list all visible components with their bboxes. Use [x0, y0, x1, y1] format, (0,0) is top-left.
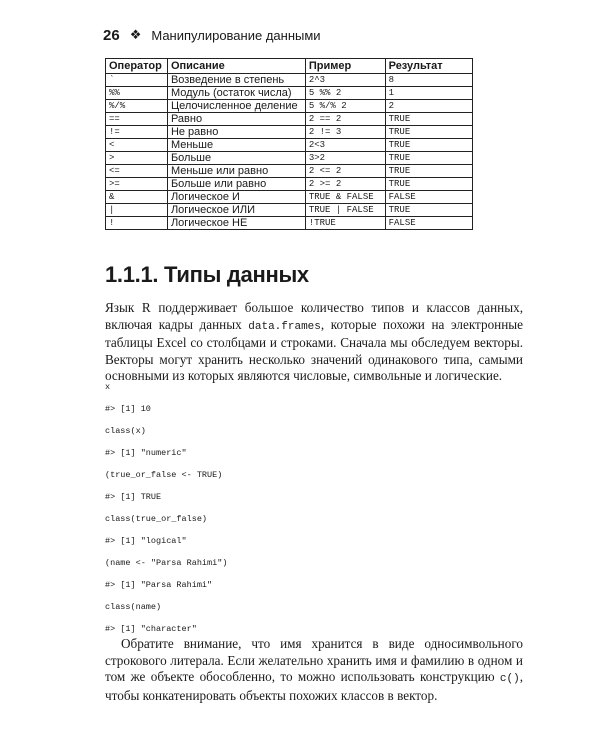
operator-cell: >= [106, 178, 168, 191]
example-cell: !TRUE [305, 217, 385, 230]
table-row [106, 217, 473, 230]
operator-cell: < [106, 139, 168, 152]
description-cell: Не равно [167, 126, 305, 139]
code-input-line: class(name) [105, 602, 162, 612]
example-cell: TRUE | FALSE [305, 204, 385, 217]
description-cell: Логическое НЕ [167, 217, 305, 230]
column-header: Оператор [106, 59, 168, 74]
operator-cell: & [106, 191, 168, 204]
code-input-line: x [105, 382, 111, 392]
description-cell: Меньше [167, 139, 305, 152]
paragraph-text: , которые похожи на электронные таблицы Excel со столбцами и строками. Сначала мы обследуем векторы. Векторы могут хранить несколько значений одинакового типа, самыми основными из которых являются числовые, символьные и логические. [105, 316, 523, 383]
column-header: Результат [385, 59, 472, 74]
result-cell: TRUE [385, 204, 472, 217]
operators-table [105, 58, 473, 230]
table-row [106, 139, 473, 152]
result-cell: TRUE [385, 165, 472, 178]
example-cell: TRUE & FALSE [305, 191, 385, 204]
code-output-line: #> [1] "Parsa Rahimi" [105, 580, 213, 590]
example-cell: 2 == 2 [305, 113, 385, 126]
example-cell: 5 %/% 2 [305, 100, 385, 113]
result-cell: 2 [385, 100, 472, 113]
example-cell: 5 %% 2 [305, 87, 385, 100]
code-output-line: #> [1] "logical" [105, 536, 187, 546]
code-input-line: class(x) [105, 426, 146, 436]
result-cell: FALSE [385, 191, 472, 204]
table-row [106, 100, 473, 113]
operator-cell: | [106, 204, 168, 217]
inline-code: c() [499, 673, 520, 685]
table-row [106, 178, 473, 191]
example-cell: 2<3 [305, 139, 385, 152]
operator-cell: != [106, 126, 168, 139]
operator-cell: <= [106, 165, 168, 178]
result-cell: TRUE [385, 113, 472, 126]
operator-cell: %% [106, 87, 168, 100]
table-row [106, 191, 473, 204]
chapter-title: Манипулирование данными [151, 27, 321, 43]
paragraph-text: Обратите внимание, что имя хранится в виде односимвольного строкового литерала. Если желательно хранить имя и фамилию в одном и том же объекте обособленно, то можно использовать конструкцию [105, 636, 523, 684]
column-header: Описание [167, 59, 305, 74]
description-cell: Больше [167, 152, 305, 165]
paragraph-note [105, 636, 523, 704]
description-cell: Целочисленное деление [167, 100, 305, 113]
code-input-line: (true_or_false <- TRUE) [105, 470, 223, 480]
table-row [106, 165, 473, 178]
result-cell: TRUE [385, 126, 472, 139]
example-cell: 2 >= 2 [305, 178, 385, 191]
result-cell: TRUE [385, 139, 472, 152]
inline-code: data.frames [248, 320, 321, 333]
table-row [106, 113, 473, 126]
description-cell: Логическое ИЛИ [167, 204, 305, 217]
operator-cell: > [106, 152, 168, 165]
example-cell: 2 <= 2 [305, 165, 385, 178]
example-cell: 2 != 3 [305, 126, 385, 139]
description-cell: Модуль (остаток числа) [167, 87, 305, 100]
operator-cell: %/% [106, 100, 168, 113]
description-cell: Равно [167, 113, 305, 126]
paragraph-intro [105, 300, 523, 385]
code-output-line: #> [1] TRUE [105, 492, 162, 502]
operator-cell: ! [106, 217, 168, 230]
code-output-line: #> [1] 10 [105, 404, 151, 414]
page-header [103, 24, 523, 46]
section-title: 1.1.1. Типы данных [105, 262, 309, 287]
description-cell: Логическое И [167, 191, 305, 204]
table-row [106, 126, 473, 139]
table-row [106, 204, 473, 217]
operator-cell: ` [106, 74, 168, 87]
code-output-line: #> [1] "numeric" [105, 448, 187, 458]
code-input-line: (name <- "Parsa Rahimi") [105, 558, 228, 568]
ornament-icon: ❖ [129, 27, 142, 42]
description-cell: Возведение в степень [167, 74, 305, 87]
result-cell: TRUE [385, 152, 472, 165]
description-cell: Меньше или равно [167, 165, 305, 178]
table-row [106, 152, 473, 165]
example-cell: 2^3 [305, 74, 385, 87]
result-cell: 8 [385, 74, 472, 87]
example-cell: 3>2 [305, 152, 385, 165]
code-output-line: #> [1] "character" [105, 624, 197, 634]
paragraph-text: , чтобы конкатенировать объекты похожих классов в вектор. [105, 669, 523, 703]
table-row [106, 87, 473, 100]
code-input-line: class(true_or_false) [105, 514, 208, 524]
paragraph-text: Язык R поддерживает большое количество типов и классов данных, включая кадры данных [105, 300, 523, 332]
result-cell: 1 [385, 87, 472, 100]
operator-cell: == [106, 113, 168, 126]
column-header: Пример [305, 59, 385, 74]
table-header-row [106, 59, 473, 74]
page-number: 26 [103, 26, 120, 44]
description-cell: Больше или равно [167, 178, 305, 191]
table-row [106, 74, 473, 87]
result-cell: FALSE [385, 217, 472, 230]
result-cell: TRUE [385, 178, 472, 191]
